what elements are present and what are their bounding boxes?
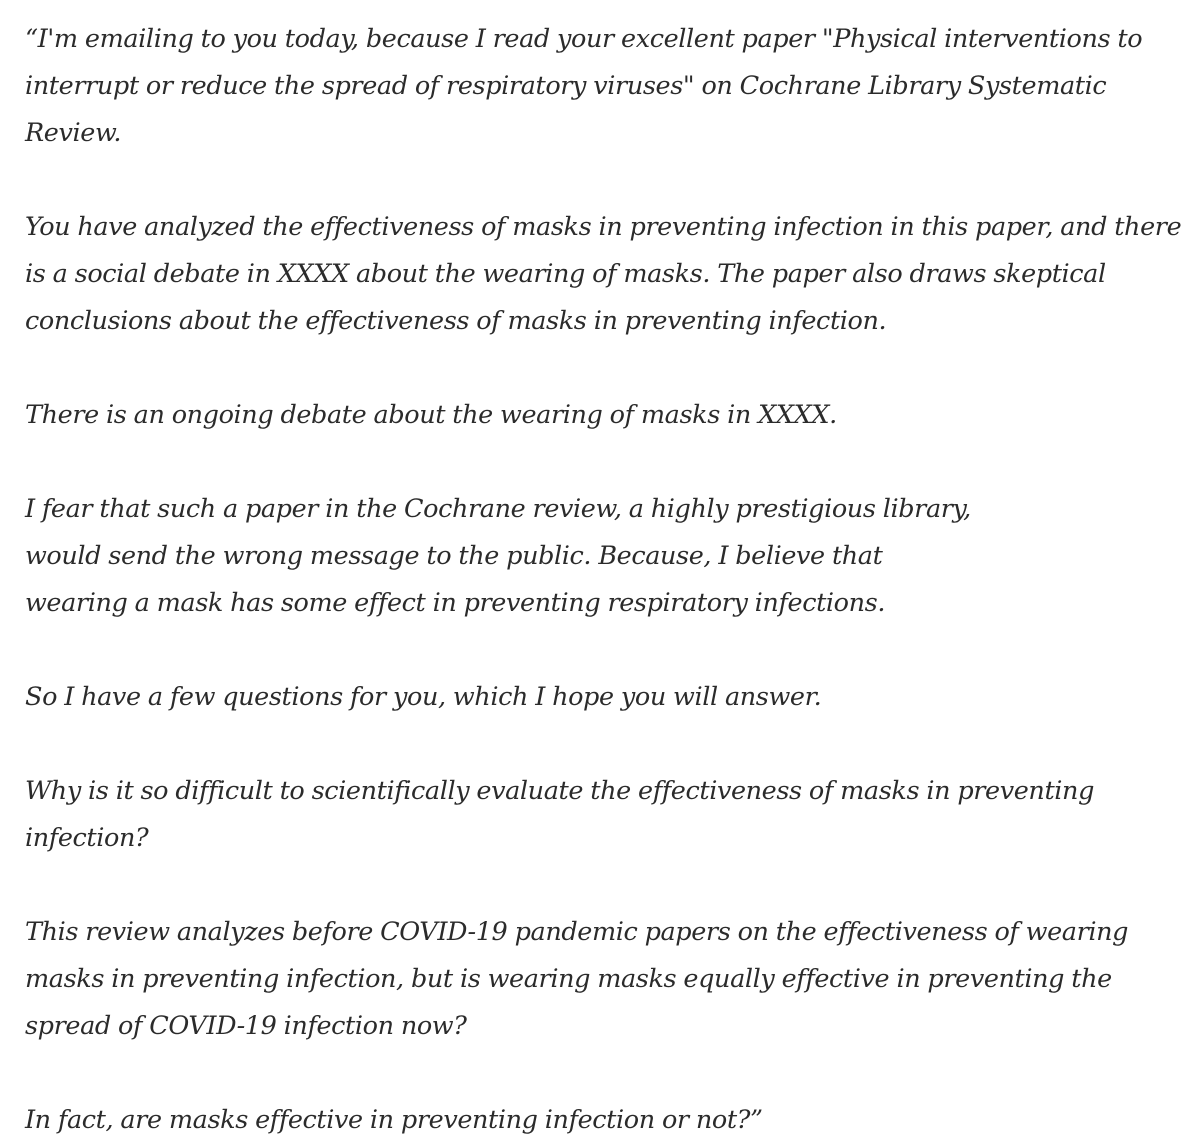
paragraph-question-covid: This review analyzes before COVID-19 pandemic papers on the effectiveness of wearing masks in preventing infection, but is wearing masks equally effective in preventing the spread of COVID-19 infection now?	[25, 917, 1129, 1041]
paragraph-concern: I fear that such a paper in the Cochrane review, a highly prestigious library, would send the wrong message to the public. Because, I believe that wearing a mask has some effect in preventing respiratory infections.	[25, 494, 971, 618]
quoted-email	[25, 16, 1190, 1144]
paragraph-questions-intro: So I have a few questions for you, which I hope you will answer.	[25, 682, 822, 712]
paragraph-analysis: You have analyzed the effectiveness of masks in preventing infection in this paper, and there is a social debate in XXXX about the wearing of masks. The paper also draws skeptical conclusions about the effectiveness of masks in preventing infection.	[25, 212, 1182, 336]
paragraph-question-difficulty: Why is it so difficult to scientifically evaluate the effectiveness of masks in preventing infection?	[25, 776, 1095, 853]
paragraph-intro: “I'm emailing to you today, because I read your excellent paper "Physical interventions to interrupt or reduce the spread of respiratory viruses" on Cochrane Library Systematic Review.	[25, 24, 1143, 148]
paragraph-debate: There is an ongoing debate about the wearing of masks in XXXX.	[25, 400, 837, 430]
paragraph-question-effective: In fact, are masks effective in preventing infection or not?”	[25, 1105, 763, 1135]
